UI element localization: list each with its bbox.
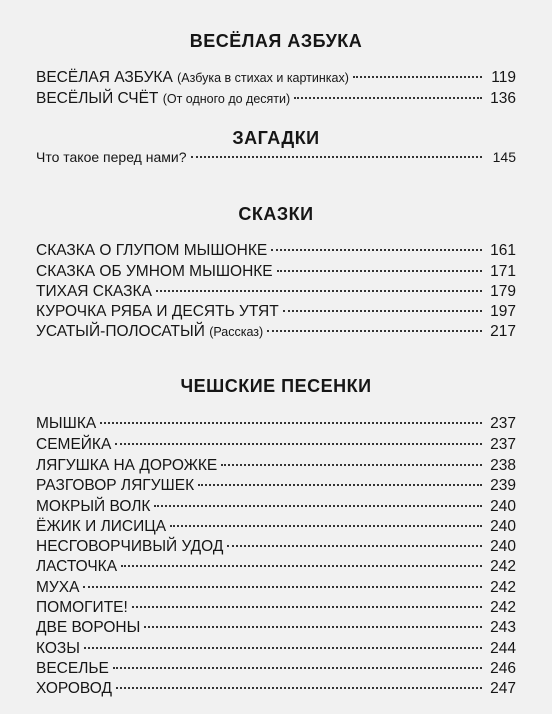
toc-entry[interactable]	[36, 435, 516, 455]
entry-title: МЫШКА	[36, 415, 97, 432]
entry-title: Что такое перед нами?	[36, 149, 187, 165]
entry-subtitle: (Рассказ)	[209, 325, 264, 339]
section-heading-vesyolaya-azbuka: ВЕСЁЛАЯ АЗБУКА	[189, 31, 363, 51]
entry-title: ЛЯГУШКА НА ДОРОЖКЕ	[36, 457, 218, 474]
toc-entry[interactable]	[36, 241, 516, 261]
dot-leader	[191, 156, 483, 158]
toc-entry[interactable]	[36, 639, 516, 659]
entry-page-number: 171	[490, 263, 516, 280]
dot-leader	[132, 606, 482, 608]
entry-title: КОЗЫ	[36, 640, 80, 657]
section-heading-skazki: СКАЗКИ	[238, 204, 314, 224]
entry-page-number: 119	[491, 69, 516, 86]
toc-entry[interactable]	[36, 262, 516, 282]
entry-title: ЁЖИК И ЛИСИЦА	[36, 518, 167, 535]
dot-leader	[121, 565, 482, 567]
entry-page-number: 161	[490, 242, 516, 259]
toc-entry[interactable]	[36, 322, 516, 342]
dot-leader	[116, 687, 482, 689]
entry-title: ВЕСЁЛЫЙ СЧЁТ (От одного до десяти)	[36, 90, 291, 107]
entry-page-number: 242	[490, 579, 516, 596]
entry-page-number: 243	[490, 619, 516, 636]
toc-entry[interactable]	[36, 497, 516, 517]
toc-entry[interactable]	[36, 456, 516, 476]
entry-page-number: 238	[490, 457, 516, 474]
toc-entry[interactable]	[36, 578, 516, 598]
toc-entry[interactable]	[36, 414, 516, 434]
entry-title: ХОРОВОД	[36, 680, 112, 697]
entry-title: ВЕСЁЛАЯ АЗБУКА (Азбука в стихах и картинках)	[36, 69, 349, 86]
entry-page-number: 197	[490, 303, 516, 320]
entry-page-number: 242	[490, 599, 516, 616]
toc-entry[interactable]	[36, 679, 516, 699]
toc-entry[interactable]	[36, 476, 516, 496]
entry-title: СКАЗКА О ГЛУПОМ МЫШОНКЕ	[36, 242, 268, 259]
entry-page-number: 240	[490, 538, 516, 555]
entry-page-number: 244	[490, 640, 516, 657]
dot-leader	[170, 525, 482, 527]
dot-leader	[113, 667, 482, 669]
section-heading-zagadki: ЗАГАДКИ	[232, 128, 320, 148]
dot-leader	[84, 647, 482, 649]
toc-entry[interactable]	[36, 89, 516, 109]
toc-entry[interactable]	[36, 659, 516, 679]
dot-leader	[156, 290, 482, 292]
toc-entry[interactable]	[36, 557, 516, 577]
dot-leader	[353, 76, 482, 78]
entry-subtitle: (Азбука в стихах и картинках)	[177, 71, 349, 85]
dot-leader	[83, 586, 482, 588]
entry-title: ВЕСЕЛЬЕ	[36, 660, 109, 677]
entry-page-number: 240	[490, 498, 516, 515]
entry-title: УСАТЫЙ-ПОЛОСАТЫЙ (Рассказ)	[36, 323, 264, 340]
entry-title: НЕСГОВОРЧИВЫЙ УДОД	[36, 538, 224, 555]
entry-page-number: 237	[490, 436, 516, 453]
toc-entry[interactable]	[36, 618, 516, 638]
dot-leader	[221, 464, 482, 466]
toc-entry[interactable]	[36, 68, 516, 88]
entry-page-number: 246	[490, 660, 516, 677]
entry-subtitle: (От одного до десяти)	[162, 92, 291, 106]
toc-entry[interactable]	[36, 282, 516, 302]
dot-leader	[283, 310, 482, 312]
entry-page-number: 237	[490, 415, 516, 432]
entry-title: ЛАСТОЧКА	[36, 558, 118, 575]
dot-leader	[267, 330, 482, 332]
entry-page-number: 240	[490, 518, 516, 535]
section-heading-cheshskie-pesenki: ЧЕШСКИЕ ПЕСЕНКИ	[180, 376, 372, 396]
entry-title: ПОМОГИТЕ!	[36, 599, 128, 616]
dot-leader	[154, 505, 482, 507]
entry-page-number: 179	[490, 283, 516, 300]
entry-title: РАЗГОВОР ЛЯГУШЕК	[36, 477, 195, 494]
entry-title: КУРОЧКА РЯБА И ДЕСЯТЬ УТЯТ	[36, 303, 279, 320]
dot-leader	[144, 626, 482, 628]
dot-leader	[271, 249, 482, 251]
toc-entry[interactable]	[36, 147, 516, 167]
entry-title: ТИХАЯ СКАЗКА	[36, 283, 152, 300]
entry-title: СКАЗКА ОБ УМНОМ МЫШОНКЕ	[36, 263, 273, 280]
dot-leader	[115, 443, 482, 445]
toc-entry[interactable]	[36, 517, 516, 537]
toc-entry[interactable]	[36, 302, 516, 322]
entry-page-number: 242	[490, 558, 516, 575]
entry-page-number: 239	[490, 477, 516, 494]
dot-leader	[277, 270, 482, 272]
entry-page-number: 136	[490, 90, 516, 107]
dot-leader	[198, 484, 482, 486]
entry-title: ДВЕ ВОРОНЫ	[36, 619, 141, 636]
entry-title: МОКРЫЙ ВОЛК	[36, 498, 151, 515]
entry-page-number: 247	[490, 680, 516, 697]
toc-entry[interactable]	[36, 537, 516, 557]
entry-title: МУХА	[36, 579, 80, 596]
dot-leader	[100, 422, 482, 424]
dot-leader	[294, 97, 482, 99]
dot-leader	[227, 545, 482, 547]
toc-entry[interactable]	[36, 598, 516, 618]
entry-page-number: 145	[492, 149, 516, 165]
entry-page-number: 217	[490, 323, 516, 340]
entry-title: СЕМЕЙКА	[36, 436, 112, 453]
